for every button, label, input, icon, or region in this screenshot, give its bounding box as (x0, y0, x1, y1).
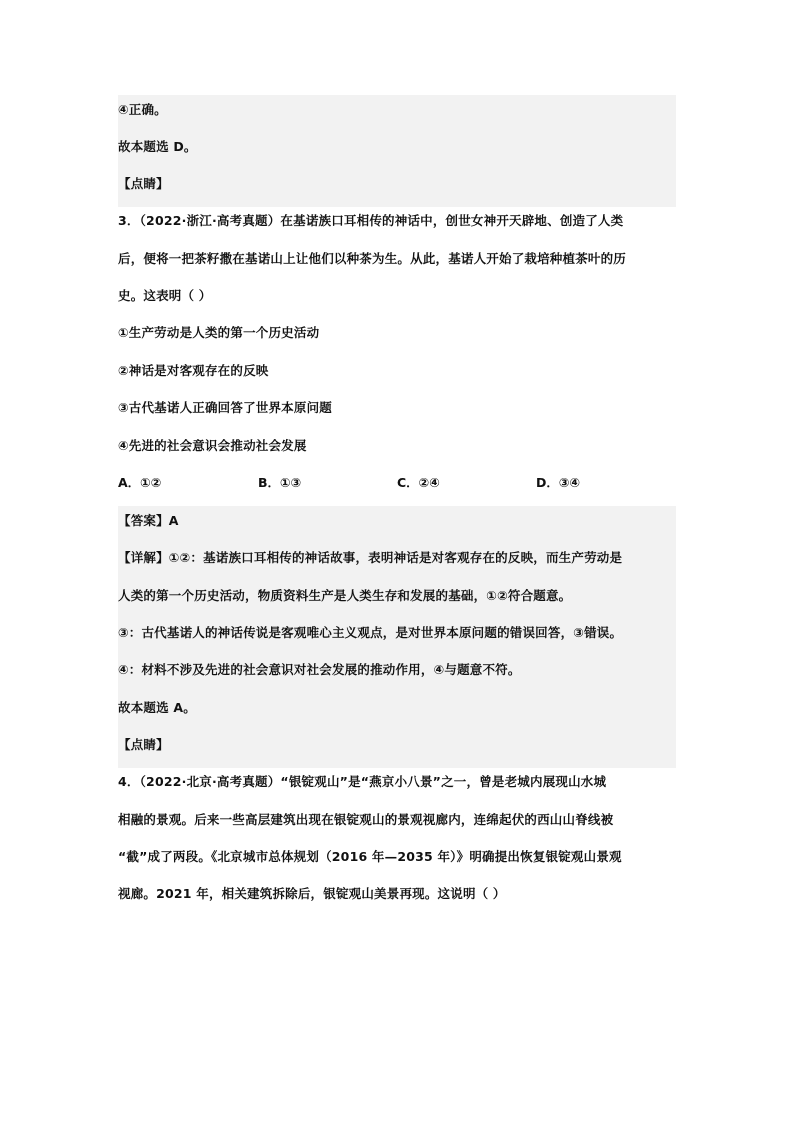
explanation-line: 【详解】①②：基诺族口耳相传的神话故事，表明神话是对客观存在的反映，而生产劳动是 (118, 550, 623, 565)
explanation-line: ④：材料不涉及先进的社会意识对社会发展的推动作用，④与题意不符。 (118, 662, 521, 677)
option-a: A．①② (118, 475, 162, 490)
explanation-line: 故本题选 A。 (118, 700, 196, 715)
question-3-stem: 史。这表明（ ） (118, 288, 212, 303)
answer-line: 【答案】A (118, 513, 179, 528)
option-b: B．①③ (258, 475, 302, 490)
question-3-stem: 3．（2022·浙江·高考真题）在基诺族口耳相传的神话中，创世女神开天辟地、创造了人类 (118, 213, 624, 228)
statement-2: ②神话是对客观存在的反映 (118, 363, 269, 378)
explanation-line: ③：古代基诺人的神话传说是客观唯心主义观点，是对世界本原问题的错误回答，③错误。 (118, 625, 623, 640)
question-4-stem: 4．（2022·北京·高考真题）“银锭观山”是“燕京小八景”之一，曾是老城内展现山水城 (118, 774, 607, 789)
statement-3: ③古代基诺人正确回答了世界本原问题 (118, 400, 332, 415)
question-4-stem: 视廊。2021 年，相关建筑拆除后，银锭观山美景再现。这说明（ ） (118, 886, 506, 901)
explanation-line: 故本题选 D。 (118, 139, 197, 154)
comment-heading: 【点睛】 (118, 176, 169, 191)
explanation-line: ④正确。 (118, 102, 167, 117)
option-c: C．②④ (397, 475, 440, 490)
question-4-stem: “截”成了两段。《北京城市总体规划（2016 年—2035 年）》明确提出恢复银锭观山景观 (118, 849, 622, 864)
option-d: D．③④ (536, 475, 581, 490)
explanation-line: 人类的第一个历史活动，物质资料生产是人类生存和发展的基础，①②符合题意。 (118, 588, 572, 603)
statement-4: ④先进的社会意识会推动社会发展 (118, 438, 307, 453)
comment-heading: 【点睛】 (118, 737, 169, 752)
question-3-stem: 后，便将一把茶籽撒在基诺山上让他们以种茶为生。从此，基诺人开始了栽培种植茶叶的历 (118, 251, 627, 266)
question-4-stem: 相融的景观。后来一些高层建筑出现在银锭观山的景观视廊内，连绵起伏的西山山脊线被 (118, 812, 614, 827)
statement-1: ①生产劳动是人类的第一个历史活动 (118, 325, 320, 340)
